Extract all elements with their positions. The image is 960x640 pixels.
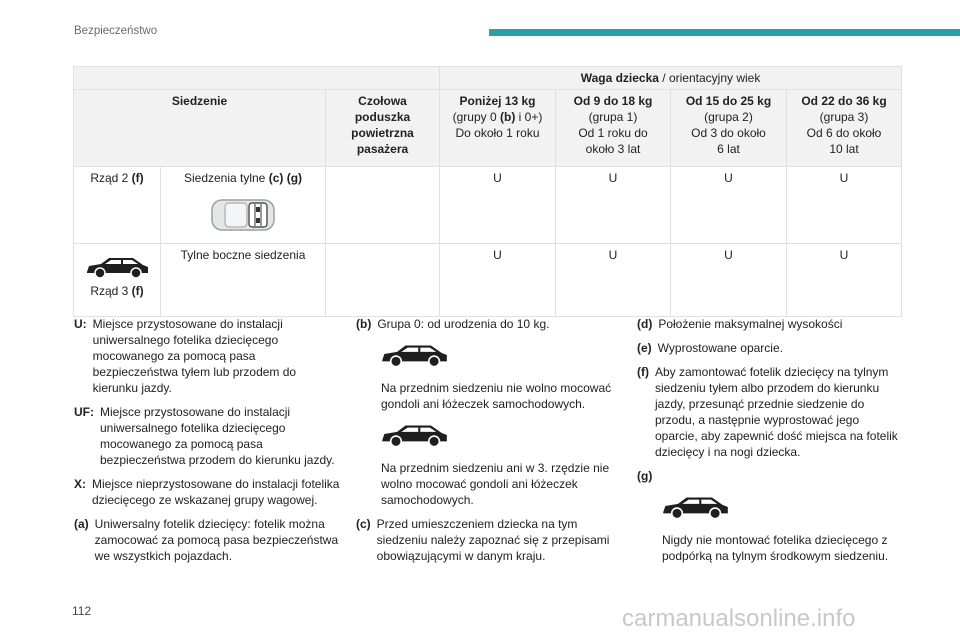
legend-item-d: (d) Położenie maksymalnej wysokości (637, 317, 843, 331)
legend-item-a: (a) Uniwersalny fotelik dziecięcy: fotelik można zamocować za pomocą pasa bezpieczeństwa we wszystkich pojazdach. (74, 517, 339, 563)
suv-icon (659, 492, 731, 522)
legend-b-note-2: Na przednim siedzeniu ani w 3. rzędzie nie wolno mocować gondoli ani łóżeczek samochodowych. (381, 461, 610, 507)
header-accent-bar (489, 29, 960, 36)
section-title: Bezpieczeństwo (74, 25, 158, 37)
group-header: Od 15 do 25 kg (grupa 2) Od 3 do około 6 lat (671, 90, 787, 167)
col-airbag-header: Czołowa poduszka powietrzna pasażera (326, 90, 440, 167)
table-cell: U (440, 244, 556, 317)
table-cell: U (671, 244, 787, 317)
table-cell: U (787, 167, 902, 244)
legend-column-1 (74, 316, 342, 572)
table-cell: U (556, 244, 671, 317)
row-label: Rząd 2 (f) (74, 167, 161, 244)
table-row (74, 167, 902, 244)
table-cell: U (556, 167, 671, 244)
legend-item-c: (c) Przed umieszczeniem dziecka na tym siedzeniu należy zapoznać się z przepisami obowiązującymi w danym kraju. (356, 517, 610, 563)
legend-item-b: (b) Grupa 0: od urodzenia do 10 kg. (356, 317, 550, 331)
suv-icon (378, 340, 450, 370)
table-cell: U (787, 244, 902, 317)
weight-header: Waga dziecka / orientacyjny wiek (440, 67, 902, 90)
group-header: Poniżej 13 kg (grupy 0 (b) i 0+) Do około 1 roku (440, 90, 556, 167)
legend-item-g: (g) (637, 469, 653, 483)
legend-item-e: (e) Wyprostowane oparcie. (637, 341, 783, 355)
seat-cell: Tylne boczne siedzenia (161, 244, 326, 317)
suv-icon (378, 420, 450, 450)
child-seat-table (73, 66, 902, 317)
page-number: 112 (72, 604, 92, 618)
table-row (74, 244, 902, 317)
row-label: Rząd 3 (f) (74, 244, 161, 317)
legend-column-3 (637, 316, 899, 572)
table-cell: U (671, 167, 787, 244)
legend-column-2 (356, 316, 618, 572)
legend-item-x: X: Miejsce nieprzystosowane do instalacji fotelika dziecięcego ze wskazanej grupy wagowej. (74, 477, 340, 507)
group-header: Od 9 do 18 kg (grupa 1) Od 1 roku do około 3 lat (556, 90, 671, 167)
legend-b-note-1: Na przednim siedzeniu nie wolno mocować gondoli ani łóżeczek samochodowych. (381, 381, 612, 411)
legend-g-note: Nigdy nie montować fotelika dziecięcego z podpórką na tylnym środkowym siedzeniu. (662, 533, 889, 563)
seat-cell: Siedzenia tylne (c) (g) (161, 167, 326, 244)
legend-item-uf: UF: Miejsce przystosowane do instalacji uniwersalnego fotelika dziecięcego mocowanego za pomocą pasa bezpieczeństwa przodem do kierunku jazdy. (74, 405, 335, 467)
legend-item-f: (f) Aby zamontować fotelik dziecięcy na tylnym siedzeniu tyłem albo przodem do kierunku jazdy, przesunąć przednie siedzenie do przodu, a następnie wyprostować jego oparcie, aby zapewnić dość miejsca na fotelik dziecięcy i na nogi dziecka. (637, 365, 898, 459)
suv-icon (83, 253, 151, 281)
legend-item-u: U: Miejsce przystosowane do instalacji uniwersalnego fotelika dziecięcego mocowanego za pomocą pasa bezpieczeństwa tyłem lub przodem do kierunku jazdy. (74, 317, 297, 395)
group-header: Od 22 do 36 kg (grupa 3) Od 6 do około 10 lat (787, 90, 902, 167)
col-seat-header: Siedzenie (74, 90, 326, 167)
car-topview-icon (209, 194, 277, 236)
table-cell: U (440, 167, 556, 244)
watermark: carmanualsonline.info (622, 605, 856, 632)
